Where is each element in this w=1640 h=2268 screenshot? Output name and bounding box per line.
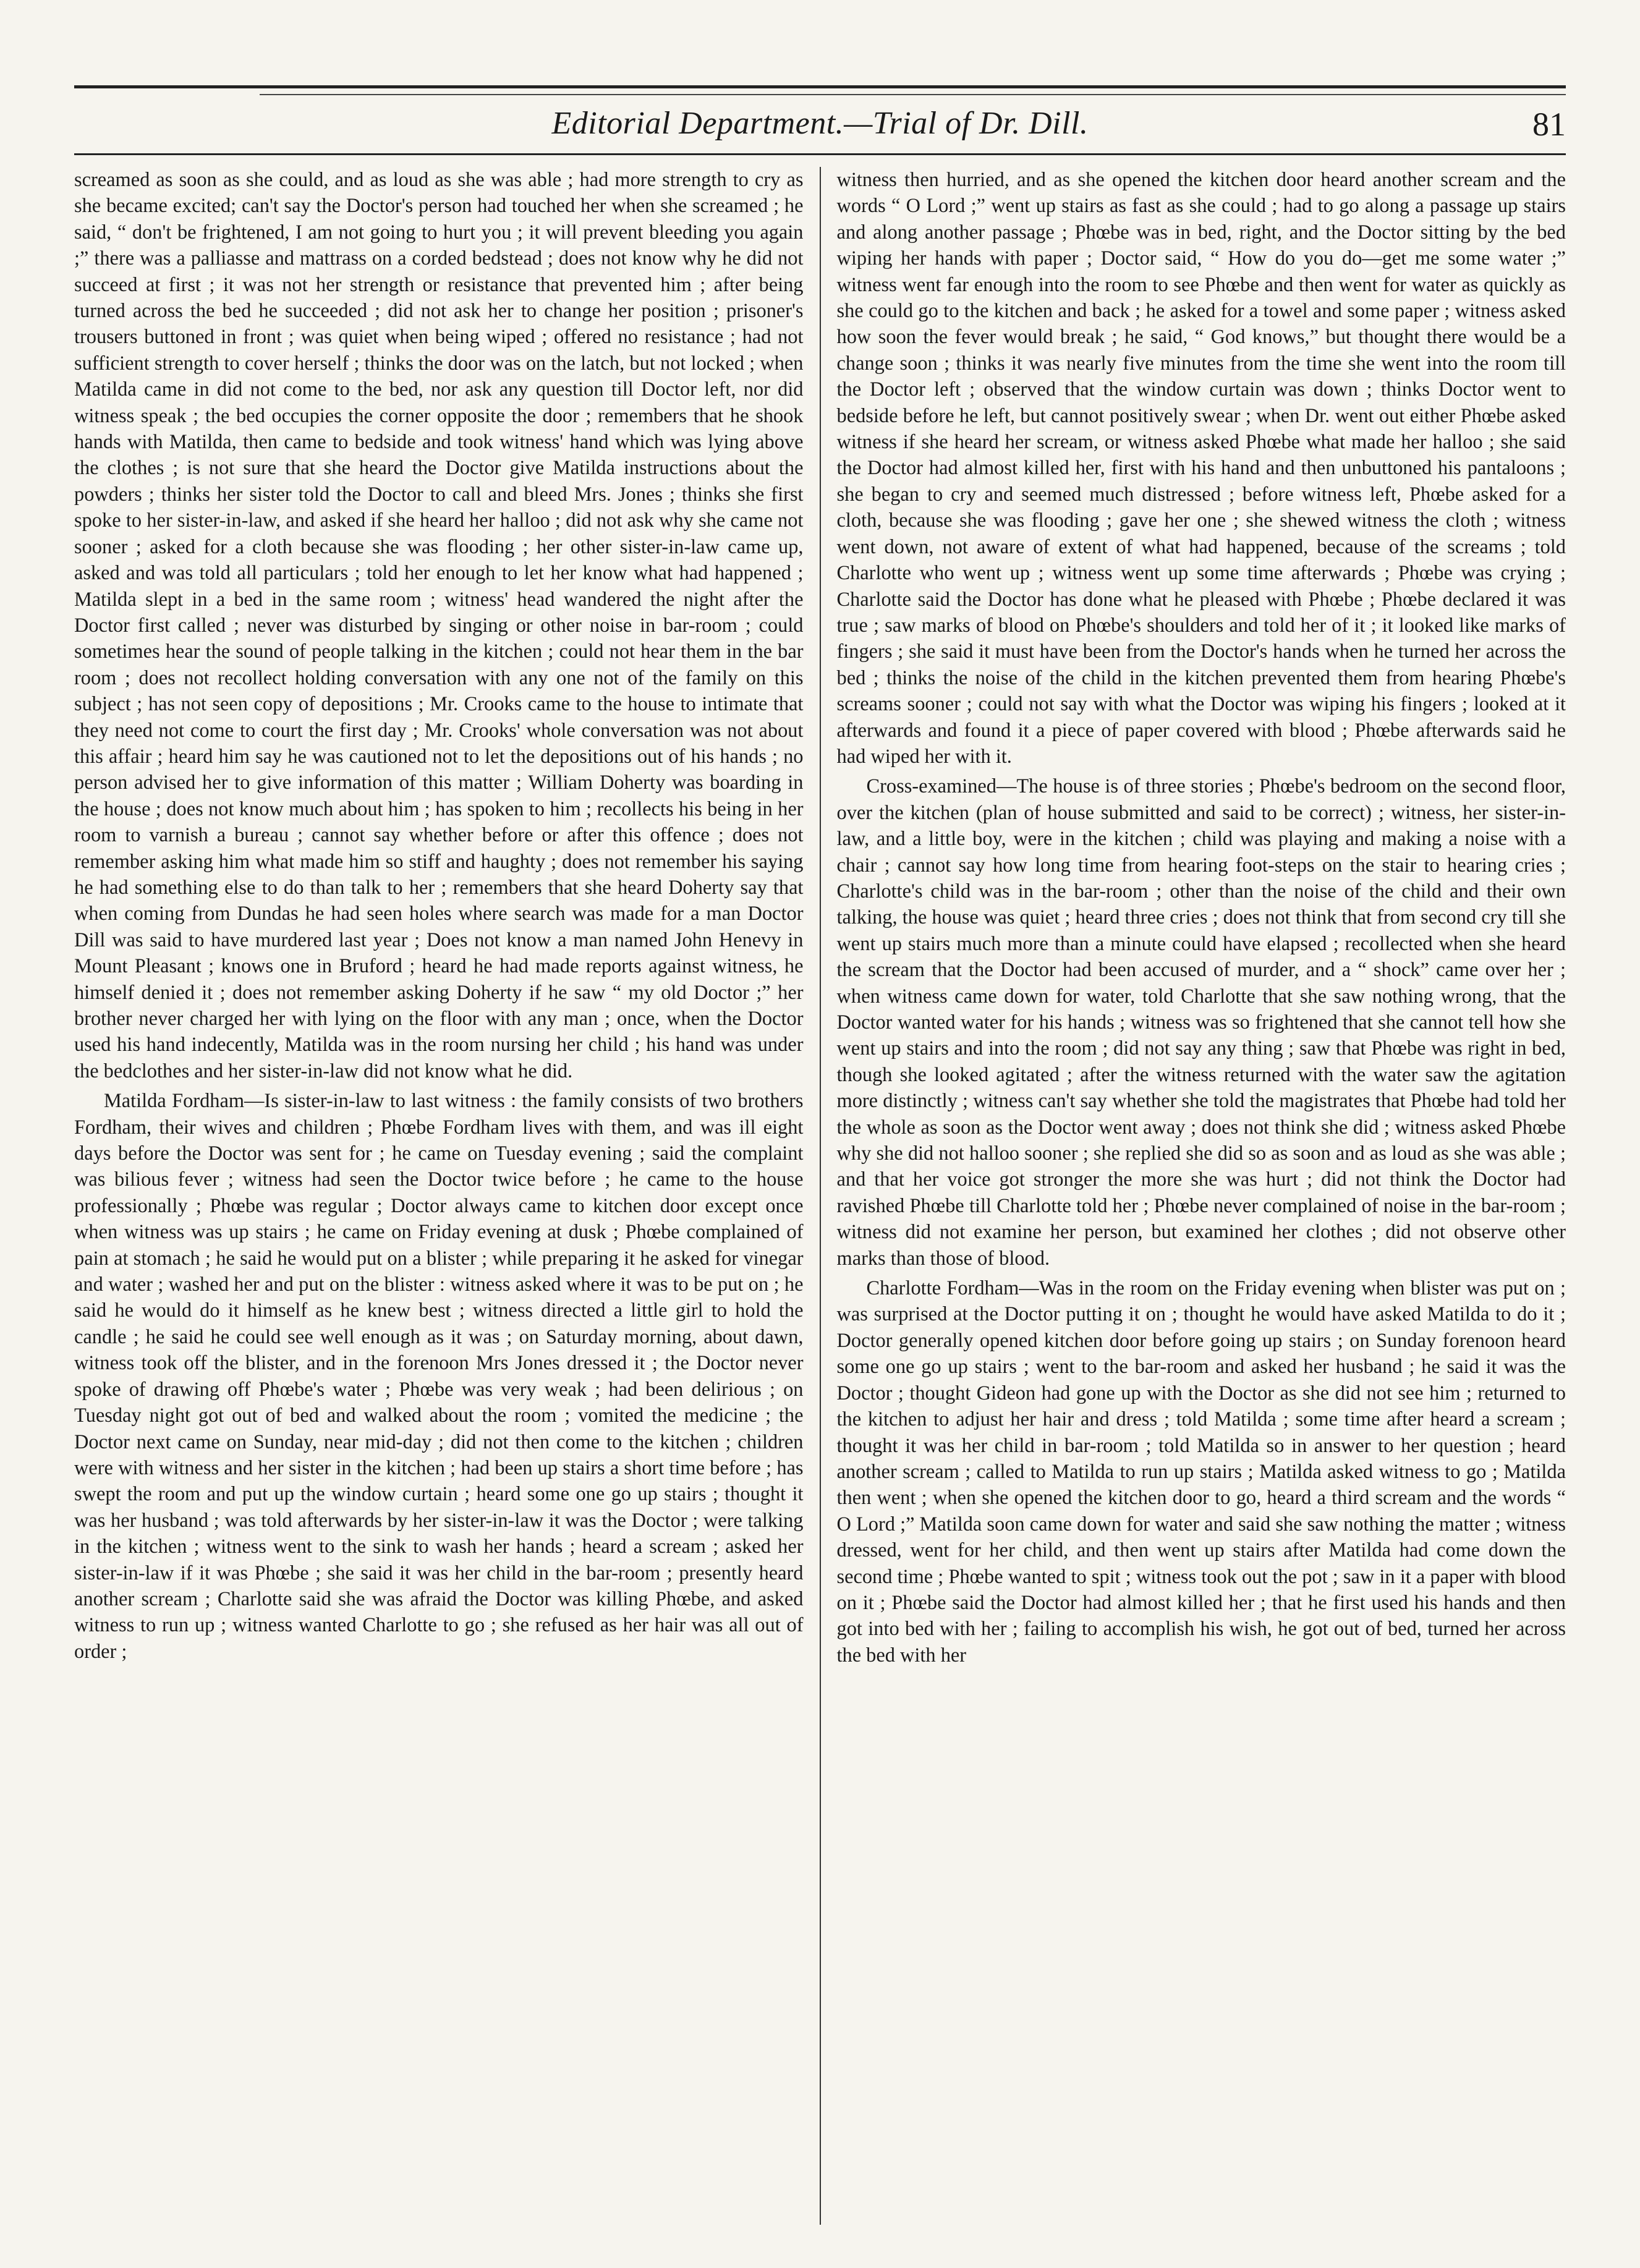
paragraph: Charlotte Fordham—Was in the room on the Friday evening when blister was put on ; was surprised at the Doctor putting it on ; thought he would have asked Matilda to do it ; Doctor generally opened kitchen door before going up stairs ; on Sunday forenoon heard some one go up stairs ; went to the bar-room and asked her husband ; he said it was the Doctor ; thought Gideon had gone up with the Doctor as she did not see him ; returned to the kitchen to adjust her hair and dress ; told Matilda ; some time after heard a scream ; thought it was her child in bar-room ; told Matilda so in answer to her question ; heard another scream ; called to Matilda to run up stairs ; Matilda asked witness to go ; Matilda then went ; when she opened the kitchen door to go, heard a third scream and the words “ O Lord ;” Matilda soon came down for water and said she saw nothing the matter ; witness dressed, went for her child, and then went up stairs after Matilda had come down the second time ; Phœbe wanted to spit ; witness took out the pot ; saw in it a paper with blood on it ; Phœbe said the Doctor had almost killed her ; that he first used his hands and then got into bed with her ; failing to accomplish his wish, he got out of bed, turned her across the bed with her [836, 1277, 1566, 1667]
header-rule [74, 153, 1566, 155]
paragraph: Cross-examined—The house is of three stories ; Phœbe's bedroom on the second floor, over the kitchen (plan of house submitted and said to be correct) ; witness, her sister-in-law, and a little boy, were in the kitchen ; child was playing and making a noise with a chair ; cannot say how long time from hearing foot-steps on the stair to hearing cries ; Charlotte's child was in the bar-room ; other than the noise of the child and their own talking, the house was quiet ; heard three cries ; does not think that from second cry till she went up stairs much more than a minute could have elapsed ; recollected when she heard the scream that the Doctor had been accused of murder, and a “ shock” came over her ; when witness came down for water, told Charlotte that she saw nothing wrong, that the Doctor wanted water for his hands ; witness was so frightened that she cannot tell how she went up stairs and into the room ; did not say any thing ; saw that Phœbe was right in bed, though she looked agitated ; after the witness returned with the water saw the agitation more distinctly ; witness can't say whether she told the magistrates that Phœbe had told her the whole as soon as the Doctor went away ; does not think she did ; witness asked Phœbe why she did not halloo sooner ; she replied she did so as soon and as loud as she was able ; and that her voice got stronger the more she was hurt ; did not think the Doctor had ravished Phœbe till Charlotte told her ; Phœbe never complained of noise in the bar-room ; witness did not examine her person, but examined her clothes ; did not observe other marks than those of blood. [836, 775, 1566, 1270]
paragraph: screamed as soon as she could, and as loud as she was able ; had more strength to cry as she became excited; can't say the Doctor's person had touched her when she screamed ; he said, “ don't be frightened, I am not going to hurt you ; it will prevent bleeding you again ;” there was a palliasse and mattrass on a corded bedstead ; does not know why he did not succeed at first ; it was not her strength or resistance that prevented him ; after being turned across the bed he succeeded ; did not ask her to change her position ; prisoner's trousers buttoned in front ; was quiet when being wiped ; offered no resistance ; had not sufficient strength to cover herself ; thinks the door was on the latch, but not locked ; when Matilda came in did not come to the bed, nor ask any question till Doctor left, nor did witness speak ; the bed occupies the corner opposite the door ; remembers that he shook hands with Matilda, then came to bedside and took witness' hand which was lying above the clothes ; is not sure that she heard the Doctor give Matilda instructions about the powders ; thinks her sister told the Doctor to call and bleed Mrs. Jones ; thinks she first spoke to her sister-in-law, and asked if she heard her halloo ; did not ask why she came not sooner ; asked for a cloth because she was flooding ; her other sister-in-law came up, asked and was told all particulars ; told her enough to let her know what had happened ; Matilda slept in a bed in the same room ; witness' head wandered the night after the Doctor first called ; never was disturbed by singing or other noise in bar-room ; could sometimes hear the sound of people talking in the kitchen ; could not hear them in the bar room ; does not recollect holding conversation with any one not of the family on this subject ; has not seen copy of depositions ; Mr. Crooks came to the house to intimate that they need not come to court the first day ; Mr. Crooks' whole conversation was not about this affair ; heard him say he was cautioned not to let the depositions out of his hands ; no person advised her to give information of this matter ; William Doherty was boarding in the house ; does not know much about him ; has spoken to him ; recollects his being in her room to varnish a bureau ; cannot say whether before or after this offence ; does not remember asking him what made him so stiff and haughty ; does not remember his saying he had something else to do than talk to her ; remembers that she heard Doherty say that when coming from Dundas he had seen holes where search was made for a man Doctor Dill was said to have murdered last year ; Does not know a man named John Henevy in Mount Pleasant ; knows one in Bruford ; heard he had made reports against witness, he himself denied it ; does not remember asking Doherty if he saw “ my old Doctor ;” her brother never charged her with lying on the floor with any man ; once, when the Doctor used his hand indecently, Matilda was in the room nursing her child ; his hand was under the bedclothes and her sister-in-law did not know what he did. [74, 169, 804, 1082]
top-rule-thin [260, 94, 1566, 95]
column-left [74, 167, 820, 2225]
page-header [74, 105, 1566, 155]
text-columns [74, 167, 1566, 2225]
running-title: Editorial Department.—Trial of Dr. Dill. [551, 106, 1089, 141]
paragraph: witness then hurried, and as she opened the kitchen door heard another scream and the words “ O Lord ;” went up stairs as fast as she could ; had to go along a passage up stairs and along another passage ; Phœbe was in bed, right, and the Doctor sitting by the bed wiping her hands with paper ; Doctor said, “ How do you do—get me some water ;” witness went far enough into the room to see Phœbe and then went for water as quickly as she could go to the kitchen and back ; he asked for a towel and some paper ; witness asked how soon the fever would break ; he said, “ God knows,” but thought there would be a change soon ; thinks it was nearly five minutes from the time she went into the room till the Doctor left ; observed that the window curtain was down ; thinks Doctor went to bedside before he left, but cannot positively swear ; when Dr. went out either Phœbe asked witness if she heard her scream, or witness asked Phœbe what made her halloo ; she said the Doctor had almost killed her, first with his hand and then unbuttoned his pantaloons ; she began to cry and seemed much distressed ; before witness left, Phœbe asked for a cloth, because she was flooding ; gave her one ; she shewed witness the cloth ; witness went down, not aware of extent of what had happened, because of the screams ; told Charlotte who went up ; witness went up some time afterwards ; Phœbe was crying ; Charlotte said the Doctor has done what he pleased with Phœbe ; Phœbe declared it was true ; saw marks of blood on Phœbe's shoulders and told her of it ; it looked like marks of fingers ; she said it must have been from the Doctor's hands when he turned her across the bed ; thinks the noise of the child in the kitchen prevented them from hearing Phœbe's screams sooner ; could not say with what the Doctor was wiping his fingers ; looked at it afterwards and found it a piece of paper covered with blood ; Phœbe afterwards said he had wiped her with it. [836, 169, 1566, 768]
page-number: 81 [1532, 106, 1566, 143]
top-rule [74, 85, 1566, 88]
paragraph: Matilda Fordham—Is sister-in-law to last witness : the family consists of two brothers Fordham, their wives and children ; Phœbe Fordham lives with them, and was ill eight days before the Doctor was sent for ; he came on Tuesday evening ; said the complaint was bilious fever ; witness had seen the Doctor twice before ; he came to the house professionally ; Phœbe was regular ; Doctor always came to kitchen door except once when witness was up stairs ; he came on Friday evening at dusk ; Phœbe complained of pain at stomach ; he said he would put on a blister ; while preparing it he asked for vinegar and water ; washed her and put on the blister : witness asked where it was to be put on ; he said he would do it himself as he knew best ; witness directed a little girl to hold the candle ; he said he could see well enough as it was ; on Saturday morning, about dawn, witness took off the blister, and in the forenoon Mrs Jones dressed it ; the Doctor never spoke of drawing off Phœbe's water ; Phœbe was very weak ; had been delirious ; on Tuesday night got out of bed and walked about the room ; vomited the medicine ; the Doctor next came on Sunday, near mid-day ; did not then come to the kitchen ; children were with witness and her sister in the kitchen ; had been up stairs a short time before ; has swept the room and put up the window curtain ; heard some one go up stairs ; thought it was her husband ; was told afterwards by her sister-in-law it was the Doctor ; were talking in the kitchen ; witness went to the sink to wash her hands ; heard a scream ; asked her sister-in-law if it was Phœbe ; she said it was her child in the bar-room ; presently heard another scream ; Charlotte said she was afraid the Doctor was killing Phœbe, and asked witness to run up ; witness wanted Charlotte to go ; she refused as her hair was all out of order ; [74, 1090, 804, 1663]
column-right [821, 167, 1566, 2225]
